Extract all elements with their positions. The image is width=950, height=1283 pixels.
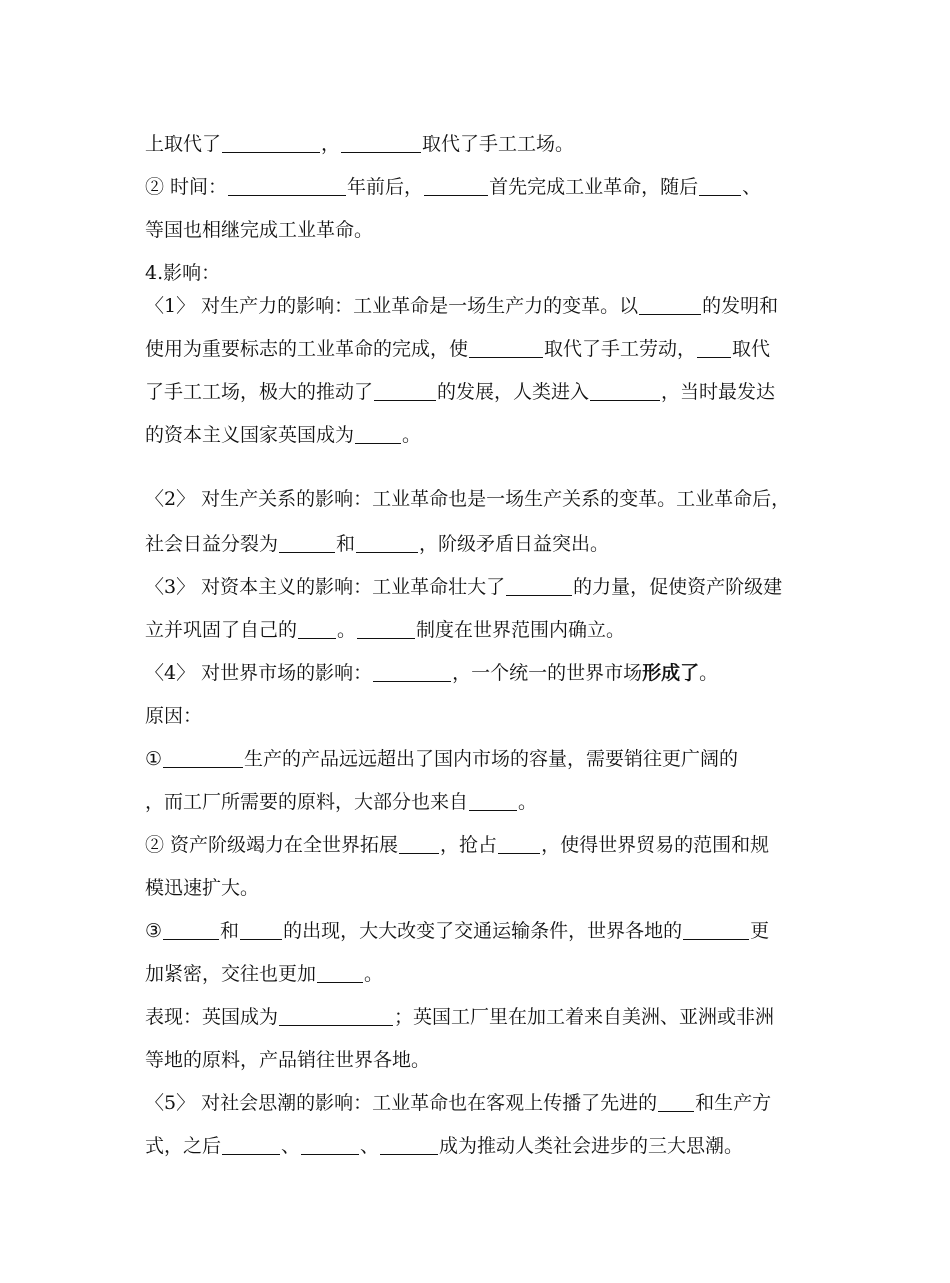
fill-in-blank[interactable] bbox=[317, 964, 363, 983]
text-run: 的发明和 bbox=[702, 295, 779, 317]
text-line bbox=[145, 875, 259, 901]
text-line bbox=[145, 789, 537, 815]
text-run: ，而工厂所需要的原料，大部分也来自 bbox=[145, 791, 469, 813]
text-run: 、 bbox=[742, 176, 762, 198]
text-line bbox=[145, 131, 574, 157]
text-run: ，当时最发达 bbox=[661, 381, 776, 403]
text-line bbox=[145, 293, 778, 319]
text-run: 制度在世界范围内确立。 bbox=[416, 619, 626, 641]
text-run: 。 bbox=[402, 424, 422, 446]
fill-in-blank[interactable] bbox=[356, 534, 418, 553]
fill-in-blank[interactable] bbox=[506, 577, 572, 596]
text-run: 等国也相继完成工业革命。 bbox=[145, 219, 374, 241]
text-run: 成为推动人类社会进步的三大思潮。 bbox=[439, 1135, 744, 1157]
fill-in-blank[interactable] bbox=[279, 534, 335, 553]
text-line bbox=[145, 660, 718, 686]
text-line bbox=[145, 574, 782, 600]
text-run: 式，之后 bbox=[145, 1135, 222, 1157]
text-run: 年前后， bbox=[347, 176, 424, 198]
text-run: 社会日益分裂为 bbox=[145, 533, 279, 555]
fill-in-blank[interactable] bbox=[424, 177, 488, 196]
text-run: 取代了手工工场。 bbox=[422, 133, 575, 155]
text-run: ② 资产阶级竭力在全世界拓展 bbox=[145, 834, 399, 856]
fill-in-blank[interactable] bbox=[469, 792, 517, 811]
bold-text: 形成了 bbox=[642, 662, 700, 684]
text-line bbox=[145, 1133, 743, 1159]
text-run: 、 bbox=[360, 1135, 380, 1157]
fill-in-blank[interactable] bbox=[658, 1093, 694, 1112]
text-run: 、 bbox=[281, 1135, 301, 1157]
text-line bbox=[145, 486, 790, 512]
text-run: 4.影响： bbox=[145, 262, 221, 284]
text-run: 加紧密，交往也更加 bbox=[145, 963, 317, 985]
fill-in-blank[interactable] bbox=[228, 177, 346, 196]
fill-in-blank[interactable] bbox=[374, 382, 436, 401]
fill-in-blank[interactable] bbox=[380, 1136, 438, 1155]
text-line bbox=[145, 174, 761, 200]
text-run: 首先完成工业革命，随后 bbox=[489, 176, 699, 198]
text-line bbox=[145, 379, 775, 405]
text-run: 的发展，人类进入 bbox=[437, 381, 590, 403]
text-run: 〈3〉 对资本主义的影响：工业革命壮大了 bbox=[145, 576, 506, 598]
fill-in-blank[interactable] bbox=[639, 296, 701, 315]
text-line bbox=[145, 336, 770, 362]
text-run: 更 bbox=[750, 920, 770, 942]
text-line bbox=[145, 422, 421, 448]
text-line bbox=[145, 1090, 771, 1116]
text-run: 了手工工场，极大的推动了 bbox=[145, 381, 374, 403]
text-line bbox=[145, 961, 383, 987]
fill-in-blank[interactable] bbox=[498, 835, 540, 854]
text-run: 。 bbox=[518, 791, 538, 813]
fill-in-blank[interactable] bbox=[469, 339, 543, 358]
text-run: 〈4〉 对世界市场的影响： bbox=[145, 662, 373, 684]
text-run: 等地的原料，产品销往世界各地。 bbox=[145, 1049, 431, 1071]
fill-in-blank[interactable] bbox=[357, 620, 415, 639]
text-run: 。 bbox=[364, 963, 384, 985]
fill-in-blank[interactable] bbox=[240, 921, 282, 940]
fill-in-blank[interactable] bbox=[163, 749, 243, 768]
fill-in-blank[interactable] bbox=[355, 425, 401, 444]
fill-in-blank[interactable] bbox=[341, 134, 421, 153]
fill-in-blank[interactable] bbox=[697, 339, 731, 358]
fill-in-blank[interactable] bbox=[590, 382, 660, 401]
fill-in-blank[interactable] bbox=[279, 1007, 393, 1026]
text-run: ；英国工厂里在加工着来自美洲、亚洲或非洲 bbox=[394, 1006, 775, 1028]
text-line bbox=[145, 832, 769, 858]
text-run: 表现：英国成为 bbox=[145, 1006, 279, 1028]
text-line bbox=[145, 260, 220, 286]
text-run: 立并巩固了自己的 bbox=[145, 619, 298, 641]
fill-in-blank[interactable] bbox=[399, 835, 439, 854]
fill-in-blank[interactable] bbox=[699, 177, 741, 196]
text-run: ，使得世界贸易的范围和规 bbox=[541, 834, 770, 856]
text-run: 取代 bbox=[732, 338, 771, 360]
text-run: ③ bbox=[145, 920, 163, 942]
text-run: ，一个统一的世界市场 bbox=[452, 662, 643, 684]
text-run: 的资本主义国家英国成为 bbox=[145, 424, 355, 446]
text-line bbox=[145, 746, 738, 772]
text-run: 的力量，促使资产阶级建 bbox=[573, 576, 783, 598]
text-run: 取代了手工劳动， bbox=[544, 338, 697, 360]
fill-in-blank[interactable] bbox=[163, 921, 219, 940]
text-run: ① bbox=[145, 748, 163, 770]
text-run: 的出现，大大改变了交通运输条件，世界各地的 bbox=[283, 920, 683, 942]
text-run: ，阶级矛盾日益突出。 bbox=[419, 533, 610, 555]
text-line bbox=[145, 1004, 774, 1030]
text-line bbox=[145, 217, 373, 243]
text-run: 。 bbox=[337, 619, 357, 641]
text-run: 模迅速扩大。 bbox=[145, 877, 260, 899]
fill-in-blank[interactable] bbox=[373, 663, 451, 682]
text-line bbox=[145, 703, 202, 729]
text-run: 上取代了 bbox=[145, 133, 222, 155]
text-line bbox=[145, 1047, 430, 1073]
text-run: ， bbox=[321, 133, 341, 155]
text-line bbox=[145, 531, 609, 557]
text-run: 〈5〉 对社会思潮的影响：工业革命也在客观上传播了先进的 bbox=[145, 1092, 658, 1114]
text-run: 〈2〉 对生产关系的影响：工业革命也是一场生产关系的变革。工业革命后， bbox=[145, 488, 791, 510]
text-run: 。 bbox=[699, 662, 719, 684]
fill-in-blank[interactable] bbox=[301, 1136, 359, 1155]
text-run: ② 时间： bbox=[145, 176, 228, 198]
text-run: 和 bbox=[220, 920, 240, 942]
text-run: 使用为重要标志的工业革命的完成，使 bbox=[145, 338, 469, 360]
fill-in-blank[interactable] bbox=[298, 620, 336, 639]
fill-in-blank[interactable] bbox=[222, 134, 320, 153]
text-run: 和生产方 bbox=[695, 1092, 772, 1114]
fill-in-blank[interactable] bbox=[683, 921, 749, 940]
fill-in-blank[interactable] bbox=[222, 1136, 280, 1155]
text-run: 原因： bbox=[145, 705, 203, 727]
text-run: 〈1〉 对生产力的影响：工业革命是一场生产力的变革。以 bbox=[145, 295, 639, 317]
text-run: 和 bbox=[336, 533, 356, 555]
text-line bbox=[145, 918, 769, 944]
text-line bbox=[145, 617, 625, 643]
text-run: 生产的产品远远超出了国内市场的容量，需要销往更广阔的 bbox=[244, 748, 739, 770]
text-run: ，抢占 bbox=[440, 834, 498, 856]
